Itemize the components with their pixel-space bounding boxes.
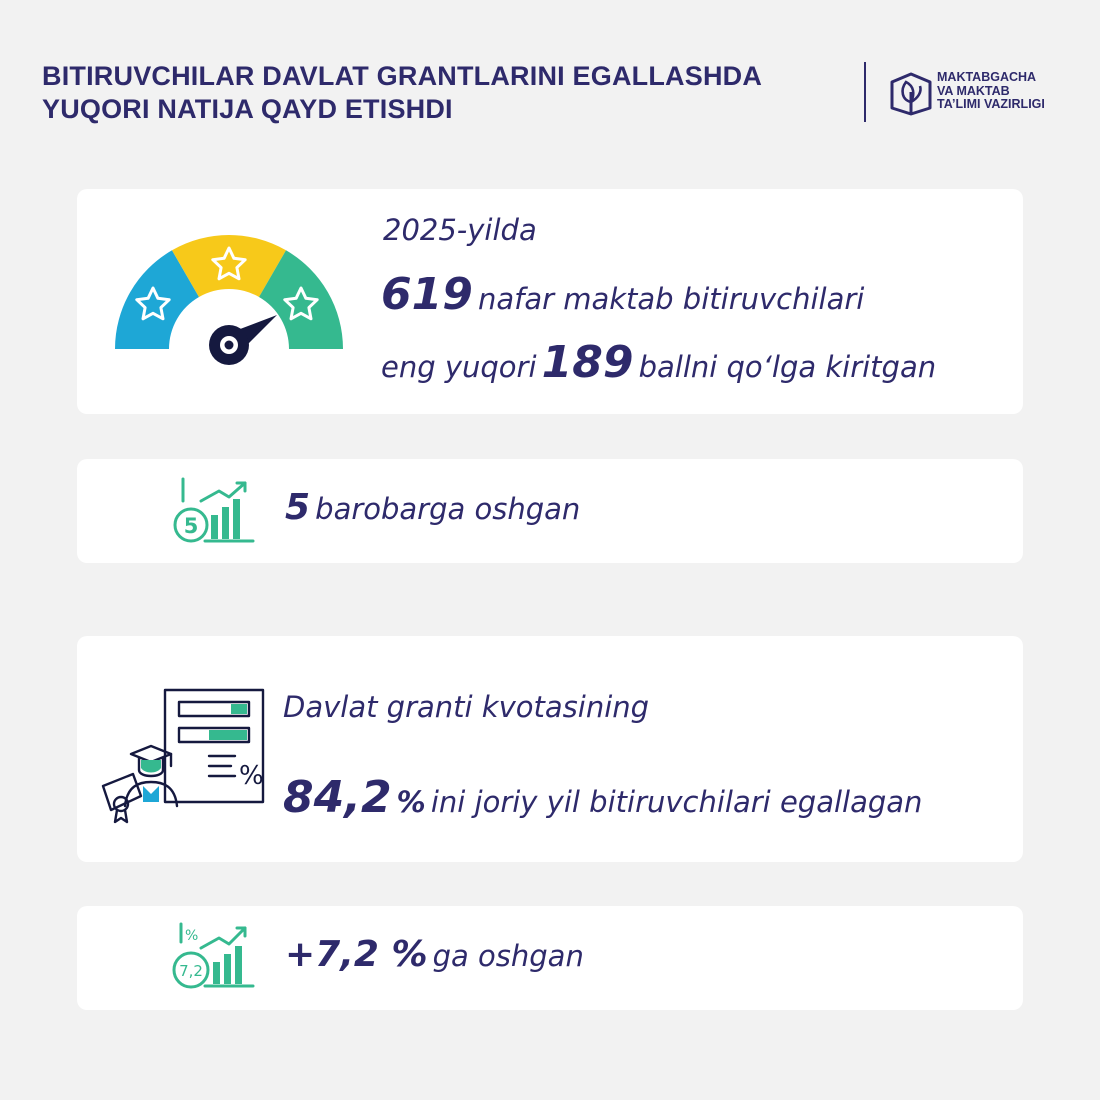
title-line-2: YUQORI NATIJA QAYD ETISHDI [42, 94, 453, 124]
quota-heading: Davlat granti kvotasining [283, 690, 650, 724]
svg-text:%: % [239, 761, 264, 791]
score-value: 189 [541, 337, 634, 388]
stat-card-increase [77, 906, 1023, 1010]
graduate-document-icon [97, 686, 269, 826]
increase-value: +7,2 % [285, 934, 428, 975]
svg-text:%: % [185, 928, 199, 944]
stat-card-graduates [77, 189, 1023, 414]
growth-chart-icon [161, 475, 257, 545]
svg-text:7,2: 7,2 [179, 962, 203, 980]
book-leaf-logo-icon [888, 68, 934, 116]
growth-text: barobarga oshgan [315, 492, 581, 526]
score-text: ballni qo‘lga kiritgan [638, 350, 937, 384]
stat-card-growth [77, 459, 1023, 563]
header-divider [864, 62, 866, 122]
graduates-text: nafar maktab bitiruvchilari [477, 282, 865, 316]
gauge-stars-icon [113, 235, 345, 375]
growth-chart-icon [161, 920, 257, 992]
stat-card-grant-quota [77, 636, 1023, 862]
page-title [42, 60, 762, 126]
year-text: 2025-yilda [383, 213, 537, 247]
quota-percent-sign: % [396, 785, 426, 819]
ministry-name: MAKTABGACHA VA MAKTAB TA’LIMI VAZIRLIGI [937, 70, 1045, 111]
quota-text: ini joriy yil bitiruvchilari egallagan [430, 785, 923, 819]
graduates-count: 619 [381, 269, 473, 320]
growth-number: 5 [285, 487, 311, 528]
score-prefix: eng yuqori [381, 350, 537, 384]
svg-text:5: 5 [183, 514, 199, 538]
quota-percent: 84,2 [283, 772, 392, 823]
increase-text: ga oshgan [432, 939, 584, 973]
title-line-1: BITIRUVCHILAR DAVLAT GRANTLARINI EGALLASHDA [42, 61, 763, 91]
